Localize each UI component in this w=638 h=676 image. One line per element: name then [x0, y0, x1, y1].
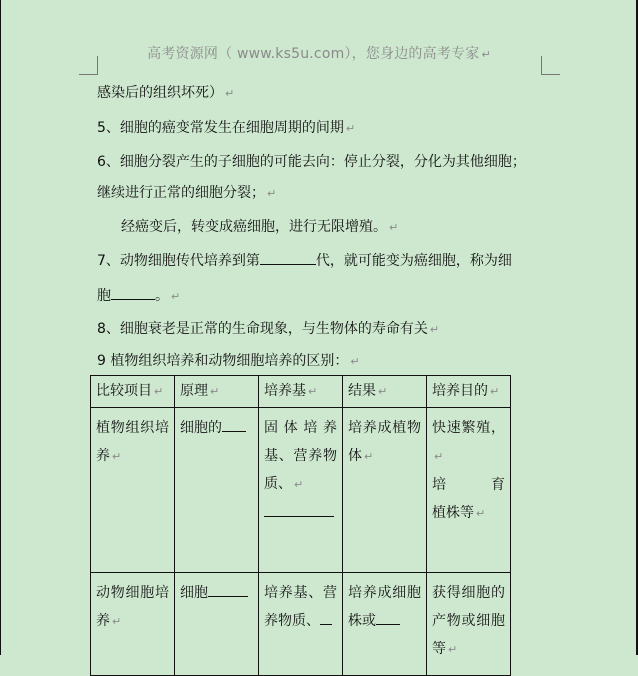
text-line-item-7-cont: 胞 。 ↵	[97, 288, 181, 304]
text-line-item-6-cancer: 经癌变后，转变成癌细胞，进行无限增殖。 ↵	[121, 219, 399, 235]
paragraph-mark-icon: ↵	[350, 355, 360, 368]
table-header-cell: 培养目的 ↵	[427, 376, 511, 408]
table-cell: 固体培养基、营养物质、 ↵	[259, 408, 343, 573]
table-header-row	[91, 376, 511, 408]
fill-blank[interactable]	[111, 287, 155, 300]
table-cell: 培养成植物体 ↵	[343, 408, 427, 573]
text-line-continuation: 感染后的组织坏死） ↵	[97, 85, 235, 101]
fill-blank[interactable]	[320, 612, 332, 625]
table-header-cell: 比较项目 ↵	[91, 376, 175, 408]
paragraph-mark-icon: ↵	[171, 290, 181, 303]
paragraph-mark-icon: ↵	[345, 122, 356, 135]
table-cell: 获得细胞的产物或细胞等 ↵	[427, 573, 511, 676]
paragraph-mark-icon: ↵	[389, 221, 399, 234]
table-row-animal	[91, 573, 511, 676]
table-cell: 植物组织培养 ↵	[91, 408, 175, 573]
table-header-cell: 培养基 ↵	[259, 376, 343, 408]
window-left-border	[0, 0, 1, 655]
fill-blank[interactable]	[264, 504, 334, 517]
paragraph-mark-icon: ↵	[267, 187, 277, 200]
table-cell: 培养成细胞株或	[343, 573, 427, 676]
table-cell: 细胞的	[175, 408, 259, 573]
table-cell: 细胞	[175, 573, 259, 676]
text-line-item-9: 9 植物组织培养和动物细胞培养的区别： ↵	[97, 353, 360, 369]
table-header-cell: 原理 ↵	[175, 376, 259, 408]
text-line-item-8: 8、细胞衰老是正常的生命现象，与生物体的寿命有关 ↵	[97, 321, 440, 337]
page-header: 高考资源网（ www.ks5u.com），您身边的高考专家 ↵	[147, 46, 491, 62]
fill-blank[interactable]	[222, 419, 246, 432]
table-cell: 快速繁殖，↵ 培 育 植株等 ↵	[427, 408, 511, 573]
table-row-plant	[91, 408, 511, 573]
paragraph-mark-icon: ↵	[429, 323, 440, 336]
text-line-item-7: 7、动物细胞传代培养到第 代，就可能变为癌细胞，称为细	[97, 253, 512, 269]
fill-blank[interactable]	[208, 584, 248, 597]
fill-blank[interactable]	[260, 252, 316, 265]
table-cell: 培养基、营养物质、	[259, 573, 343, 676]
paragraph-mark-icon: ↵	[225, 87, 235, 100]
text-line-item-5: 5、细胞的癌变常发生在细胞周期的间期 ↵	[97, 120, 356, 136]
table-header-cell: 结果 ↵	[343, 376, 427, 408]
text-line-item-6: 6、细胞分裂产生的子细胞的可能去向：停止分裂，分化为其他细胞；	[97, 154, 526, 170]
comparison-table	[90, 375, 511, 676]
table-cell: 动物细胞培养 ↵	[91, 573, 175, 676]
text-line-item-6-cont: 继续进行正常的细胞分裂； ↵	[97, 185, 277, 201]
fill-blank[interactable]	[376, 612, 400, 625]
